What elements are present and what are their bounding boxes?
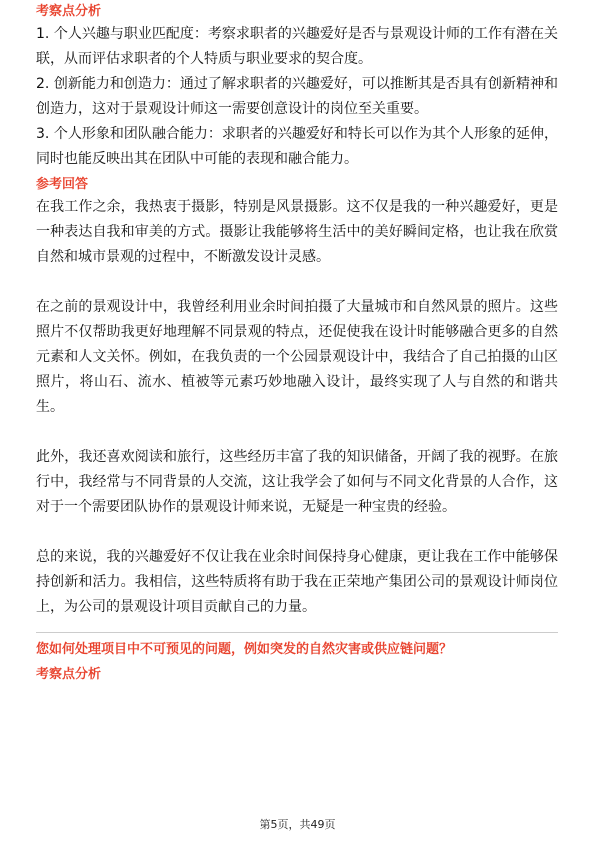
analysis-item-1: 1. 个人兴趣与职业匹配度：考察求职者的兴趣爱好是否与景观设计师的工作有潜在关联，从而评估求职者的个人特质与职业要求的契合度。 — [36, 26, 558, 67]
answer-heading: 参考回答 — [36, 177, 89, 192]
next-question: 您如何处理项目中不可预见的问题，例如突发的自然灾害或供应链问题？ — [36, 642, 453, 657]
answer-paragraph-2: 在之前的景观设计中，我曾经利用业余时间拍摄了大量城市和自然风景的照片。这些照片不仅帮助我更好地理解不同景观的特点，还促使我在设计时能够融合更多的自然元素和人文关怀。例如，在我负责的一个公园景观设计中，我结合了自己拍摄的山区照片，将山石、流水、植被等元素巧妙地融入设计，最终实现了人与自然的和谐共生。 — [36, 299, 558, 415]
paragraph-gap — [36, 520, 558, 545]
next-analysis-heading: 考察点分析 — [36, 667, 102, 682]
answer-paragraph-4: 总的来说，我的兴趣爱好不仅让我在业余时间保持身心健康，更让我在工作中能够保持创新和活力。我相信，这些特质将有助于我在正荣地产集团公司的景观设计师岗位上，为公司的景观设计项目贡献自己的力量。 — [36, 549, 558, 615]
analysis-heading: 考察点分析 — [36, 4, 102, 19]
section-divider — [36, 632, 558, 633]
paragraph-gap — [36, 270, 558, 295]
page-footer: 第5页，共49页 — [259, 818, 336, 831]
page-content — [36, 2, 558, 685]
answer-paragraph-1: 在我工作之余，我热衷于摄影，特别是风景摄影。这不仅是我的一种兴趣爱好，更是一种表达自我和审美的方式。摄影让我能够将生活中的美好瞬间定格，也让我在欣赏自然和城市景观的过程中，不断激发设计灵感。 — [36, 199, 558, 265]
paragraph-gap — [36, 420, 558, 445]
analysis-item-3: 3. 个人形象和团队融合能力：求职者的兴趣爱好和特长可以作为其个人形象的延伸，同时也能反映出其在团队中可能的表现和融合能力。 — [36, 126, 558, 167]
analysis-item-2: 2. 创新能力和创造力：通过了解求职者的兴趣爱好，可以推断其是否具有创新精神和创造力，这对于景观设计师这一需要创意设计的岗位至关重要。 — [36, 76, 558, 117]
answer-paragraph-3: 此外，我还喜欢阅读和旅行，这些经历丰富了我的知识储备，开阔了我的视野。在旅行中，我经常与不同背景的人交流，这让我学会了如何与不同文化背景的人合作，这对于一个需要团队协作的景观设计师来说，无疑是一种宝贵的经验。 — [36, 449, 558, 515]
